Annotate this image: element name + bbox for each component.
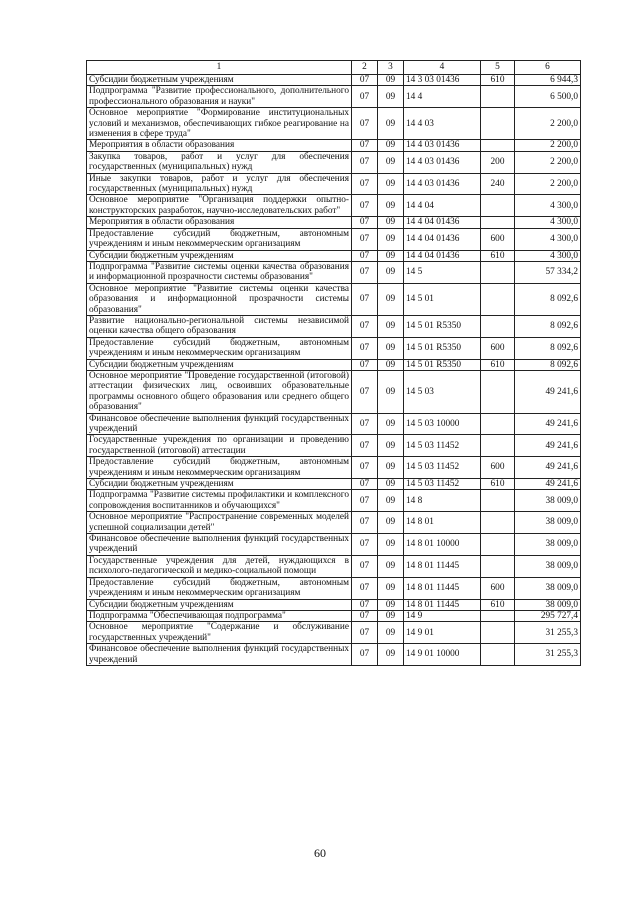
table-row — [87, 315, 581, 337]
section-code: 07 — [352, 151, 378, 173]
row-name: Финансовое обеспечение выполнения функций государственных учреждений — [87, 644, 352, 666]
target-article-code: 14 5 01 R5350 — [404, 337, 481, 359]
subsection-code: 09 — [378, 217, 404, 228]
expense-type-code: 610 — [481, 599, 515, 610]
amount: 295 727,4 — [515, 610, 581, 621]
row-name: Предоставление субсидий бюджетным, автономным учреждениям и иным некоммерческим организациям — [87, 577, 352, 599]
section-code: 07 — [352, 108, 378, 140]
page-number: 60 — [314, 846, 326, 860]
amount: 38 009,0 — [515, 555, 581, 577]
section-code: 07 — [352, 610, 378, 621]
section-code: 07 — [352, 555, 378, 577]
expense-type-code — [481, 534, 515, 556]
section-code: 07 — [352, 577, 378, 599]
subsection-code: 09 — [378, 512, 404, 534]
table-row — [87, 173, 581, 195]
target-article-code: 14 5 01 — [404, 283, 481, 315]
amount: 8 092,6 — [515, 283, 581, 315]
section-code: 07 — [352, 86, 378, 108]
section-code: 07 — [352, 283, 378, 315]
expense-type-code: 610 — [481, 359, 515, 370]
section-code: 07 — [352, 173, 378, 195]
section-code: 07 — [352, 435, 378, 457]
target-article-code: 14 4 04 01436 — [404, 228, 481, 250]
target-article-code: 14 4 03 01436 — [404, 173, 481, 195]
amount: 4 300,0 — [515, 217, 581, 228]
amount: 38 009,0 — [515, 512, 581, 534]
budget-table — [86, 60, 581, 666]
subsection-code: 09 — [378, 599, 404, 610]
table-row — [87, 413, 581, 435]
table-row — [87, 151, 581, 173]
target-article-code: 14 9 01 — [404, 622, 481, 644]
row-name: Субсидии бюджетным учреждениям — [87, 479, 352, 490]
row-name: Основное мероприятие "Распространение современных моделей успешной социализации детей" — [87, 512, 352, 534]
target-article-code: 14 8 01 11445 — [404, 555, 481, 577]
row-name: Основное мероприятие "Формирование институциональных условий и механизмов, обеспечивающих гибкое реагирование на изменения в сфере труда" — [87, 108, 352, 140]
section-code: 07 — [352, 599, 378, 610]
expense-type-code — [481, 217, 515, 228]
target-article-code: 14 4 03 — [404, 108, 481, 140]
amount: 38 009,0 — [515, 577, 581, 599]
subsection-code: 09 — [378, 644, 404, 666]
subsection-code: 09 — [378, 610, 404, 621]
expense-type-code — [481, 108, 515, 140]
subsection-code: 09 — [378, 622, 404, 644]
expense-type-code — [481, 555, 515, 577]
table-row — [87, 644, 581, 666]
table-row — [87, 359, 581, 370]
section-code: 07 — [352, 195, 378, 217]
subsection-code: 09 — [378, 173, 404, 195]
table-body — [87, 75, 581, 666]
table-row — [87, 610, 581, 621]
target-article-code: 14 5 03 11452 — [404, 457, 481, 479]
section-code: 07 — [352, 261, 378, 283]
target-article-code: 14 8 — [404, 490, 481, 512]
row-name: Субсидии бюджетным учреждениям — [87, 599, 352, 610]
row-name: Подпрограмма "Развитие системы профилактики и комплексного сопровождения воспитанников и обучающихся" — [87, 490, 352, 512]
expense-type-code: 240 — [481, 173, 515, 195]
target-article-code: 14 4 — [404, 86, 481, 108]
row-name: Государственные учреждения по организации и проведению государственной (итоговой) аттестации — [87, 435, 352, 457]
subsection-code: 09 — [378, 151, 404, 173]
expense-type-code — [481, 512, 515, 534]
table-row — [87, 250, 581, 261]
amount: 57 334,2 — [515, 261, 581, 283]
target-article-code: 14 4 04 01436 — [404, 250, 481, 261]
expense-type-code: 600 — [481, 337, 515, 359]
row-name: Подпрограмма "Развитие профессионального, дополнительного профессионального образования и науки" — [87, 86, 352, 108]
section-code: 07 — [352, 217, 378, 228]
table-row — [87, 108, 581, 140]
table-row — [87, 479, 581, 490]
row-name: Субсидии бюджетным учреждениям — [87, 75, 352, 86]
amount: 4 300,0 — [515, 250, 581, 261]
subsection-code: 09 — [378, 75, 404, 86]
table-row — [87, 622, 581, 644]
table-row — [87, 86, 581, 108]
section-code: 07 — [352, 512, 378, 534]
header-cell: 3 — [378, 61, 404, 75]
amount: 38 009,0 — [515, 599, 581, 610]
subsection-code: 09 — [378, 250, 404, 261]
target-article-code: 14 5 03 10000 — [404, 413, 481, 435]
subsection-code: 09 — [378, 140, 404, 151]
expense-type-code: 600 — [481, 228, 515, 250]
expense-type-code — [481, 413, 515, 435]
table-row — [87, 228, 581, 250]
section-code: 07 — [352, 250, 378, 261]
subsection-code: 09 — [378, 370, 404, 413]
expense-type-code — [481, 86, 515, 108]
table-row — [87, 337, 581, 359]
target-article-code: 14 5 03 — [404, 370, 481, 413]
table-row — [87, 370, 581, 413]
amount: 49 241,6 — [515, 457, 581, 479]
target-article-code: 14 8 01 11445 — [404, 577, 481, 599]
row-name: Предоставление субсидий бюджетным, автономным учреждениям и иным некоммерческим организациям — [87, 457, 352, 479]
amount: 38 009,0 — [515, 490, 581, 512]
header-cell: 2 — [352, 61, 378, 75]
target-article-code: 14 5 01 R5350 — [404, 315, 481, 337]
row-name: Мероприятия в области образования — [87, 217, 352, 228]
subsection-code: 09 — [378, 261, 404, 283]
expense-type-code: 610 — [481, 250, 515, 261]
row-name: Подпрограмма "Развитие системы оценки качества образования и информационной прозрачности системы образования" — [87, 261, 352, 283]
row-name: Основное мероприятие "Организация поддержки опытно-конструкторских разработок, научно-исследовательских работ" — [87, 195, 352, 217]
subsection-code: 09 — [378, 534, 404, 556]
row-name: Государственные учреждения для детей, нуждающихся в психолого-педагогической и медико-социальной помощи — [87, 555, 352, 577]
target-article-code: 14 4 03 01436 — [404, 140, 481, 151]
expense-type-code — [481, 490, 515, 512]
section-code: 07 — [352, 644, 378, 666]
expense-type-code — [481, 610, 515, 621]
table-row — [87, 435, 581, 457]
row-name: Иные закупки товаров, работ и услуг для обеспечения государственных (муниципальных) нужд — [87, 173, 352, 195]
row-name: Основное мероприятие "Развитие системы оценки качества образования и информационной прозрачности системы образования" — [87, 283, 352, 315]
subsection-code: 09 — [378, 359, 404, 370]
table-row — [87, 217, 581, 228]
target-article-code: 14 5 03 11452 — [404, 435, 481, 457]
expense-type-code — [481, 261, 515, 283]
amount: 31 255,3 — [515, 622, 581, 644]
amount: 49 241,6 — [515, 413, 581, 435]
amount: 2 200,0 — [515, 140, 581, 151]
table-row — [87, 490, 581, 512]
row-name: Финансовое обеспечение выполнения функций государственных учреждений — [87, 413, 352, 435]
subsection-code: 09 — [378, 413, 404, 435]
table-row — [87, 140, 581, 151]
target-article-code: 14 3 03 01436 — [404, 75, 481, 86]
header-row — [87, 61, 581, 75]
subsection-code: 09 — [378, 195, 404, 217]
amount: 4 300,0 — [515, 228, 581, 250]
section-code: 07 — [352, 359, 378, 370]
target-article-code: 14 9 — [404, 610, 481, 621]
table-row — [87, 283, 581, 315]
subsection-code: 09 — [378, 337, 404, 359]
section-code: 07 — [352, 337, 378, 359]
subsection-code: 09 — [378, 577, 404, 599]
expense-type-code — [481, 644, 515, 666]
expense-type-code: 200 — [481, 151, 515, 173]
expense-type-code — [481, 195, 515, 217]
row-name: Основное мероприятие "Проведение государственной (итоговой) аттестации физических лиц, освоивших образовательные программы основного общего образования или среднего общего образования" — [87, 370, 352, 413]
subsection-code: 09 — [378, 86, 404, 108]
table-row — [87, 195, 581, 217]
amount: 38 009,0 — [515, 534, 581, 556]
section-code: 07 — [352, 75, 378, 86]
amount: 4 300,0 — [515, 195, 581, 217]
section-code: 07 — [352, 370, 378, 413]
subsection-code: 09 — [378, 315, 404, 337]
amount: 2 200,0 — [515, 173, 581, 195]
target-article-code: 14 4 03 01436 — [404, 151, 481, 173]
row-name: Подпрограмма "Обеспечивающая подпрограмма" — [87, 610, 352, 621]
subsection-code: 09 — [378, 490, 404, 512]
expense-type-code — [481, 370, 515, 413]
expense-type-code — [481, 283, 515, 315]
target-article-code: 14 4 04 — [404, 195, 481, 217]
header-cell: 1 — [87, 61, 352, 75]
expense-type-code: 610 — [481, 479, 515, 490]
section-code: 07 — [352, 315, 378, 337]
row-name: Основное мероприятие "Содержание и обслуживание государственных учреждений" — [87, 622, 352, 644]
target-article-code: 14 8 01 — [404, 512, 481, 534]
amount: 8 092,6 — [515, 359, 581, 370]
subsection-code: 09 — [378, 435, 404, 457]
subsection-code: 09 — [378, 283, 404, 315]
row-name: Предоставление субсидий бюджетным, автономным учреждениям и иным некоммерческим организациям — [87, 337, 352, 359]
table-row — [87, 261, 581, 283]
target-article-code: 14 5 01 R5350 — [404, 359, 481, 370]
table-row — [87, 577, 581, 599]
subsection-code: 09 — [378, 108, 404, 140]
header-cell: 4 — [404, 61, 481, 75]
expense-type-code — [481, 435, 515, 457]
amount: 6 944,3 — [515, 75, 581, 86]
table-row — [87, 512, 581, 534]
amount: 49 241,6 — [515, 435, 581, 457]
subsection-code: 09 — [378, 228, 404, 250]
target-article-code: 14 4 04 01436 — [404, 217, 481, 228]
target-article-code: 14 9 01 10000 — [404, 644, 481, 666]
section-code: 07 — [352, 413, 378, 435]
row-name: Субсидии бюджетным учреждениям — [87, 359, 352, 370]
expense-type-code: 600 — [481, 577, 515, 599]
amount: 49 241,6 — [515, 479, 581, 490]
target-article-code: 14 5 03 11452 — [404, 479, 481, 490]
subsection-code: 09 — [378, 555, 404, 577]
table-row — [87, 555, 581, 577]
expense-type-code — [481, 622, 515, 644]
table-row — [87, 75, 581, 86]
row-name: Закупка товаров, работ и услуг для обеспечения государственных (муниципальных) нужд — [87, 151, 352, 173]
amount: 49 241,6 — [515, 370, 581, 413]
amount: 6 500,0 — [515, 86, 581, 108]
row-name: Развитие национально-региональной системы независимой оценки качества общего образования — [87, 315, 352, 337]
section-code: 07 — [352, 457, 378, 479]
amount: 8 092,6 — [515, 315, 581, 337]
amount: 31 255,3 — [515, 644, 581, 666]
expense-type-code: 610 — [481, 75, 515, 86]
section-code: 07 — [352, 228, 378, 250]
amount: 8 092,6 — [515, 337, 581, 359]
table-row — [87, 599, 581, 610]
target-article-code: 14 8 01 10000 — [404, 534, 481, 556]
row-name: Мероприятия в области образования — [87, 140, 352, 151]
subsection-code: 09 — [378, 479, 404, 490]
target-article-code: 14 8 01 11445 — [404, 599, 481, 610]
subsection-code: 09 — [378, 457, 404, 479]
section-code: 07 — [352, 490, 378, 512]
expense-type-code: 600 — [481, 457, 515, 479]
section-code: 07 — [352, 479, 378, 490]
table-row — [87, 457, 581, 479]
header-cell: 6 — [515, 61, 581, 75]
section-code: 07 — [352, 622, 378, 644]
amount: 2 200,0 — [515, 108, 581, 140]
amount: 2 200,0 — [515, 151, 581, 173]
row-name: Финансовое обеспечение выполнения функций государственных учреждений — [87, 534, 352, 556]
row-name: Субсидии бюджетным учреждениям — [87, 250, 352, 261]
target-article-code: 14 5 — [404, 261, 481, 283]
row-name: Предоставление субсидий бюджетным, автономным учреждениям и иным некоммерческим организациям — [87, 228, 352, 250]
expense-type-code — [481, 315, 515, 337]
section-code: 07 — [352, 140, 378, 151]
header-cell: 5 — [481, 61, 515, 75]
expense-type-code — [481, 140, 515, 151]
section-code: 07 — [352, 534, 378, 556]
table-row — [87, 534, 581, 556]
